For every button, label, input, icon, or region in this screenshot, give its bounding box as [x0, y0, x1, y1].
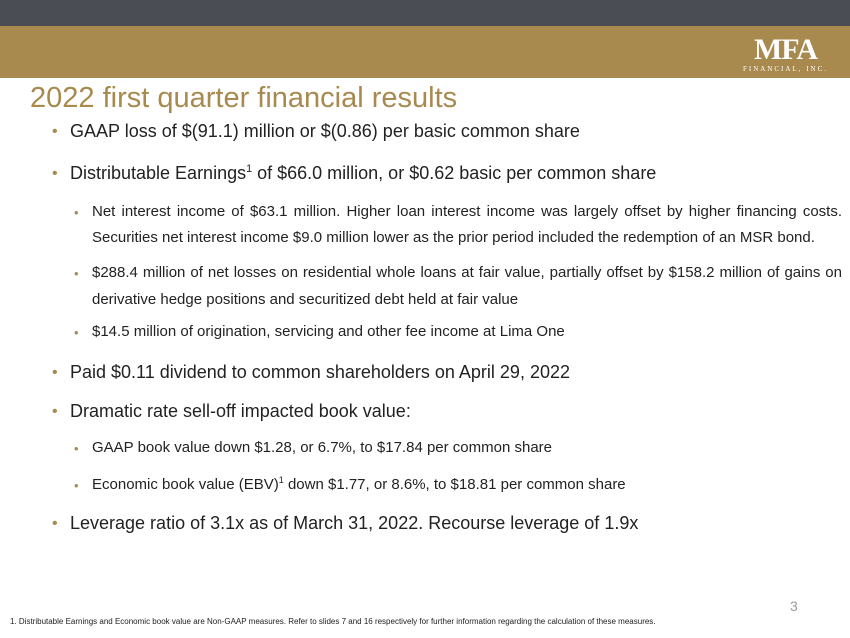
- footnote-marker: 1: [278, 475, 284, 485]
- logo-mark: MFA: [753, 33, 818, 66]
- bullet-gaap-loss: [52, 119, 842, 143]
- bullet-dot-icon: •: [74, 478, 79, 493]
- bullet-text-post: of $66.0 million, or $0.62 basic per common share: [252, 163, 657, 183]
- bullet-dot-icon: •: [52, 165, 58, 182]
- header-gold-band: [0, 26, 850, 78]
- sub-bullet-text-post: down $1.77, or 8.6%, to $18.81 per common share: [283, 476, 626, 493]
- bullet-dot-icon: •: [52, 364, 58, 381]
- bullet-dot-icon: •: [74, 205, 79, 220]
- slide-title: 2022 first quarter financial results: [30, 82, 458, 114]
- footnote: 1. Distributable Earnings and Economic book value are Non-GAAP measures. Refer to slides 7 and 16 respectively for further information regarding the calculation of these measures.: [10, 617, 656, 626]
- bullet-dividend: [52, 360, 842, 384]
- bullet-text-pre: Distributable Earnings: [70, 163, 247, 183]
- bullet-text: Dramatic rate sell-off impacted book value:: [70, 401, 411, 421]
- bullet-leverage-ratio: [52, 511, 842, 535]
- sub-bullet-economic-book-value: [74, 474, 842, 496]
- bullet-distributable-earnings: [52, 161, 842, 185]
- sub-bullet-net-losses: [74, 259, 842, 313]
- sub-bullet-text: $14.5 million of origination, servicing and other fee income at Lima One: [92, 323, 565, 340]
- sub-bullet-fee-income: [74, 321, 842, 343]
- bullet-dot-icon: •: [74, 266, 79, 281]
- mfa-logo: [742, 33, 828, 73]
- top-dark-band: [0, 0, 850, 26]
- bullet-dot-icon: •: [74, 325, 79, 340]
- sub-bullet-text-pre: Economic book value (EBV): [92, 476, 279, 493]
- sub-bullet-text: GAAP book value down $1.28, or 6.7%, to $17.84 per common share: [92, 439, 553, 456]
- bullet-dot-icon: •: [52, 403, 58, 420]
- page-number: 3: [790, 598, 798, 614]
- sub-bullet-net-interest-income: [74, 199, 842, 251]
- bullet-list: [52, 118, 842, 535]
- bullet-dot-icon: •: [52, 123, 58, 140]
- footnote-marker: 1: [246, 163, 253, 175]
- logo-subtitle: FINANCIAL, INC.: [742, 65, 828, 73]
- bullet-text: GAAP loss of $(91.1) million or $(0.86) per basic common share: [70, 121, 580, 141]
- bullet-rate-selloff: [52, 399, 842, 423]
- bullet-text: Paid $0.11 dividend to common shareholders on April 29, 2022: [70, 362, 570, 382]
- bullet-text: Leverage ratio of 3.1x as of March 31, 2022. Recourse leverage of 1.9x: [70, 513, 639, 533]
- bullet-dot-icon: •: [52, 515, 58, 532]
- sub-bullet-text: $288.4 million of net losses on residential whole loans at fair value, partially offset by $158.2 million of gains on derivative hedge positions and securitized debt held at fair value: [92, 264, 842, 308]
- sub-bullet-gaap-book-value: [74, 437, 842, 459]
- sub-bullet-text: Net interest income of $63.1 million. Higher loan interest income was largely offset by higher financing costs. Securities net interest income $9.0 million lower as the prior period included the redemption of an MSR bond.: [92, 203, 842, 246]
- bullet-dot-icon: •: [74, 441, 79, 456]
